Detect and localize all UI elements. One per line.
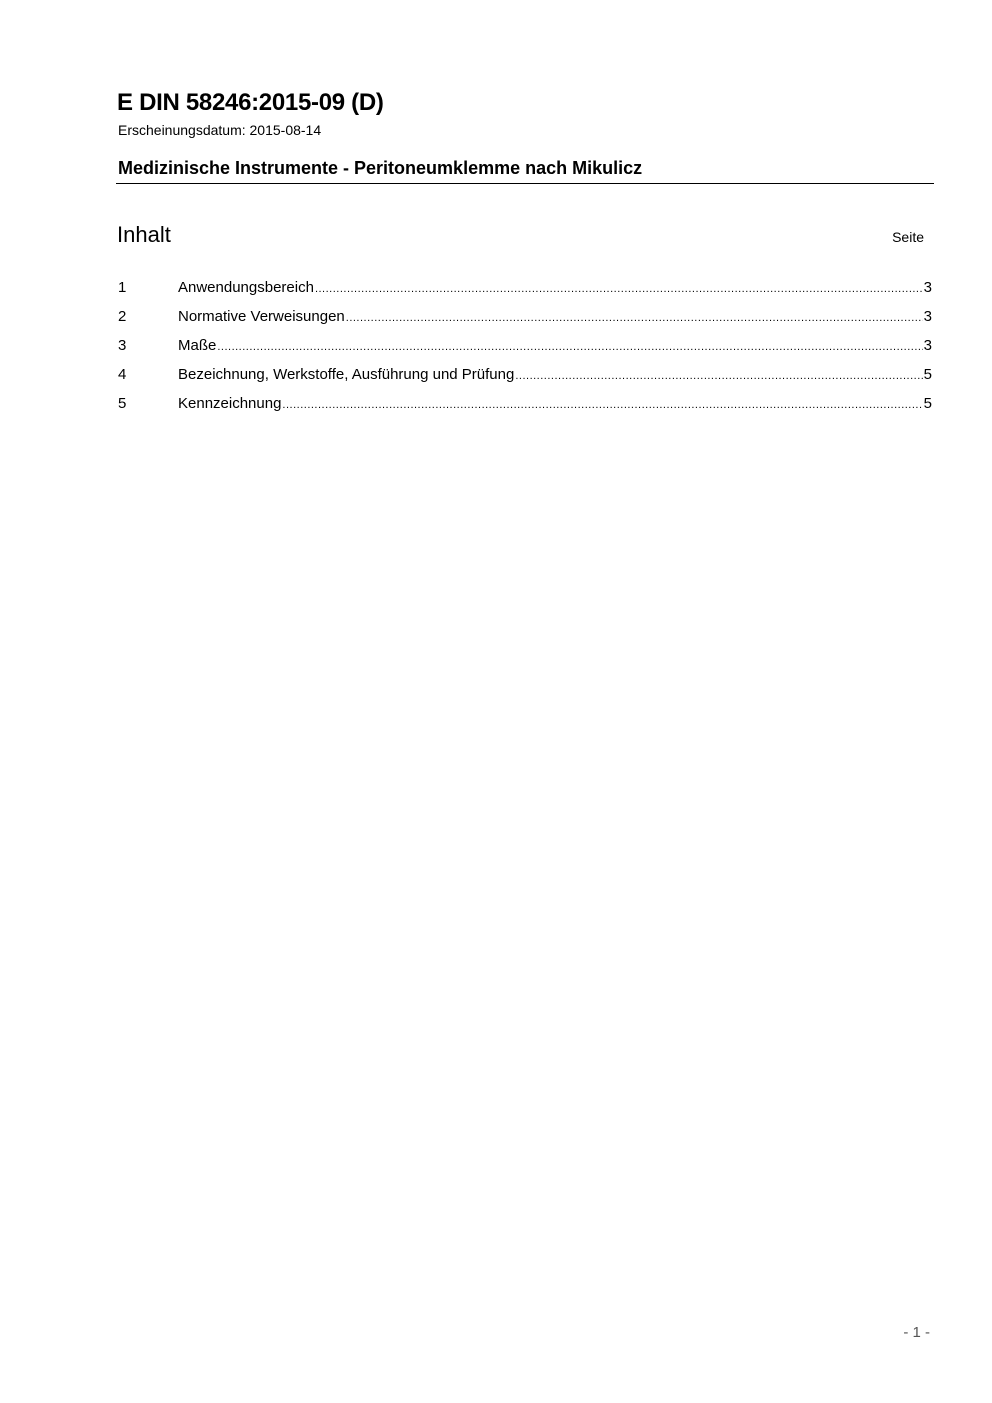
toc-page-column-label: Seite [892, 229, 924, 245]
toc-entry[interactable] [118, 335, 932, 364]
toc-entry-page: 5 [923, 395, 932, 412]
toc-entry-title: Bezeichnung, Werkstoffe, Ausführung und Prüfung [178, 366, 515, 383]
toc-entry-title: Normative Verweisungen [178, 308, 345, 325]
toc-entry-page: 3 [923, 279, 932, 296]
toc-entry-title: Maße [178, 337, 217, 354]
toc-entry[interactable] [118, 277, 932, 306]
toc-dot-leader [515, 365, 922, 387]
toc-entry-title: Kennzeichnung [178, 395, 282, 412]
toc-entry-number: 4 [118, 366, 127, 383]
toc-dot-leader [282, 394, 922, 416]
toc-entry-page: 5 [923, 366, 932, 383]
page-number: - 1 - [903, 1324, 930, 1341]
toc-entry-number: 2 [118, 308, 127, 325]
toc-heading: Inhalt [117, 222, 171, 247]
toc-entry[interactable] [118, 306, 932, 335]
toc-entry-title: Anwendungsbereich [178, 279, 314, 296]
toc-dot-leader [315, 278, 923, 300]
toc-entry[interactable] [118, 364, 932, 393]
toc-dot-leader [346, 307, 923, 329]
toc-entry-number: 3 [118, 337, 127, 354]
toc-entry-number: 5 [118, 395, 127, 412]
toc-dot-leader [217, 336, 922, 358]
publication-date: Erscheinungsdatum: 2015-08-14 [118, 122, 322, 138]
toc-entry[interactable] [118, 393, 932, 422]
document-id: E DIN 58246:2015-09 (D) [117, 89, 384, 116]
document-title: Medizinische Instrumente - Peritoneumklemme nach Mikulicz [118, 158, 643, 178]
toc-entry-number: 1 [118, 279, 127, 296]
table-of-contents [118, 277, 932, 422]
toc-entry-page: 3 [923, 308, 932, 325]
title-divider [116, 183, 934, 184]
toc-entry-page: 3 [923, 337, 932, 354]
